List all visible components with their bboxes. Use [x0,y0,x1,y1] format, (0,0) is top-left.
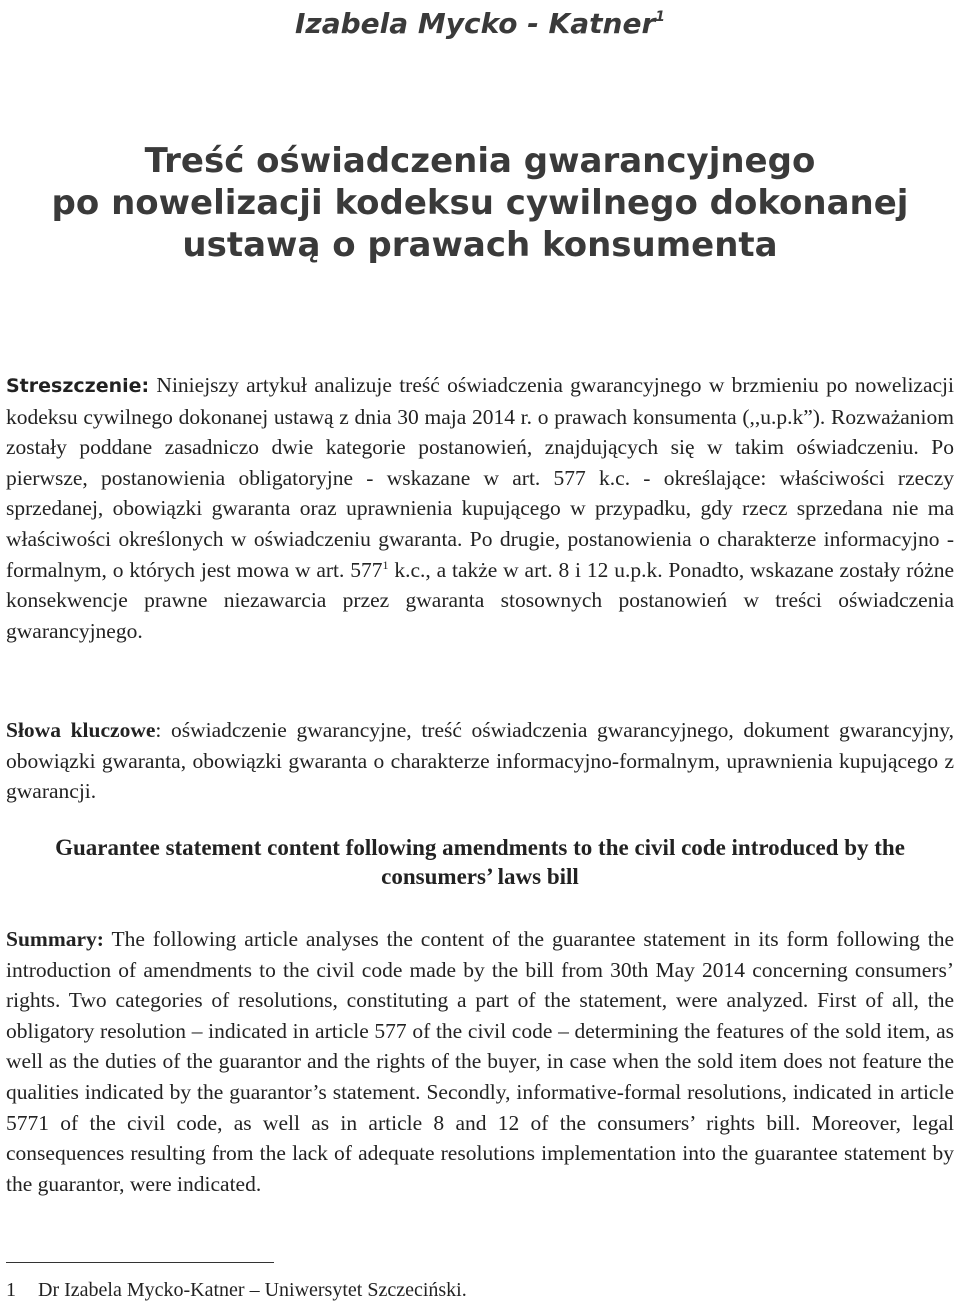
keywords-paragraph [6,715,954,807]
summary-text: The following article analyses the content of the guarantee statement in its form following the introduction of amendments to the civil code made by the bill from 30th May 2014 concerning consumers’ rights. Two categories of resolutions, constituting a part of the statement, were analyzed. First of all, the obligatory resolution – indicated in article 577 of the civil code – determining the features of the sold item, as well as the duties of the guarantor and the rights of the buyer, in case when the sold item does not feature the qualities indicated by the guarantor’s statement. Secondly, informative-formal resolutions, indicated in article 5771 of the civil code, as well as in article 8 and 12 of the consumers’ rights bill. Moreover, legal consequences resulting from the lack of adequate resolutions implementation into the guarantee statement by the guarantor, were indicated. [6,927,954,1196]
author-footnote-ref: 1 [655,9,666,25]
abstract-label: Streszczenie: [6,375,150,397]
keywords-text: : oświadczenie gwarancyjne, treść oświadczenia gwarancyjnego, dokument gwarancyjny, obowiązki gwaranta, obowiązki gwaranta o charakterze informacyjno-formalnym, uprawnienia kupującego z gwarancji. [6,718,955,804]
author-heading [0,0,960,41]
footnote-text: Dr Izabela Mycko-Katner – Uniwersytet Szczeciński. [38,1279,467,1301]
article-title-line-2: po nowelizacji kodeksu cywilnego dokonanej [51,183,909,223]
summary-paragraph [6,924,954,1199]
article-title [0,140,960,266]
footnote-divider [6,1262,274,1263]
abstract-paragraph [6,370,954,646]
english-title [0,833,960,891]
english-title-line-2: consumers’ laws bill [381,864,579,889]
summary-label: Summary: [6,927,104,951]
english-title-line-1: Guarantee statement content following amendments to the civil code introduced by the [55,835,905,860]
footnote [6,1277,906,1303]
footnote-number: 1 [6,1279,16,1301]
article-title-line-3: ustawą o prawach konsumenta [182,225,778,265]
abstract-text-part-2: k.c., a także w art. 8 i 12 u.p.k. Ponadto, wskazane zostały różne konsekwencje prawne niezawarcia przez gwaranta stosownych postanowień w treści oświadczenia gwarancyjnego. [6,557,955,643]
abstract-text-part-1: Niniejszy artykuł analizuje treść oświadczenia gwarancyjnego w brzmieniu po nowelizacji kodeksu cywilnego dokonanej ustawą z dnia 30 maja 2014 r. o prawach konsumenta (,,u.p.k”). Rozważaniom zostały poddane zasadniczo dwie kategorie postanowień, znajdujących się w takim oświadczeniu. Po pierwsze, postanowienia obligatoryjne - wskazane w art. 577 k.c. - określające: właściwości rzeczy sprzedanej, obowiązki gwaranta oraz uprawnienia kupującego w przypadku, gdy rzecz sprzedana nie ma właściwości określonych w oświadczeniu gwaranta. Po drugie, postanowienia o charakterze informacyjno - formalnym, o których jest mowa w art. 577 [6,373,954,582]
article-title-line-1: Treść oświadczenia gwarancyjnego [144,141,816,181]
keywords-label: Słowa kluczowe [6,718,156,742]
author-name: Izabela Mycko - Katner [294,7,656,40]
abstract-superscript: 1 [382,557,389,572]
